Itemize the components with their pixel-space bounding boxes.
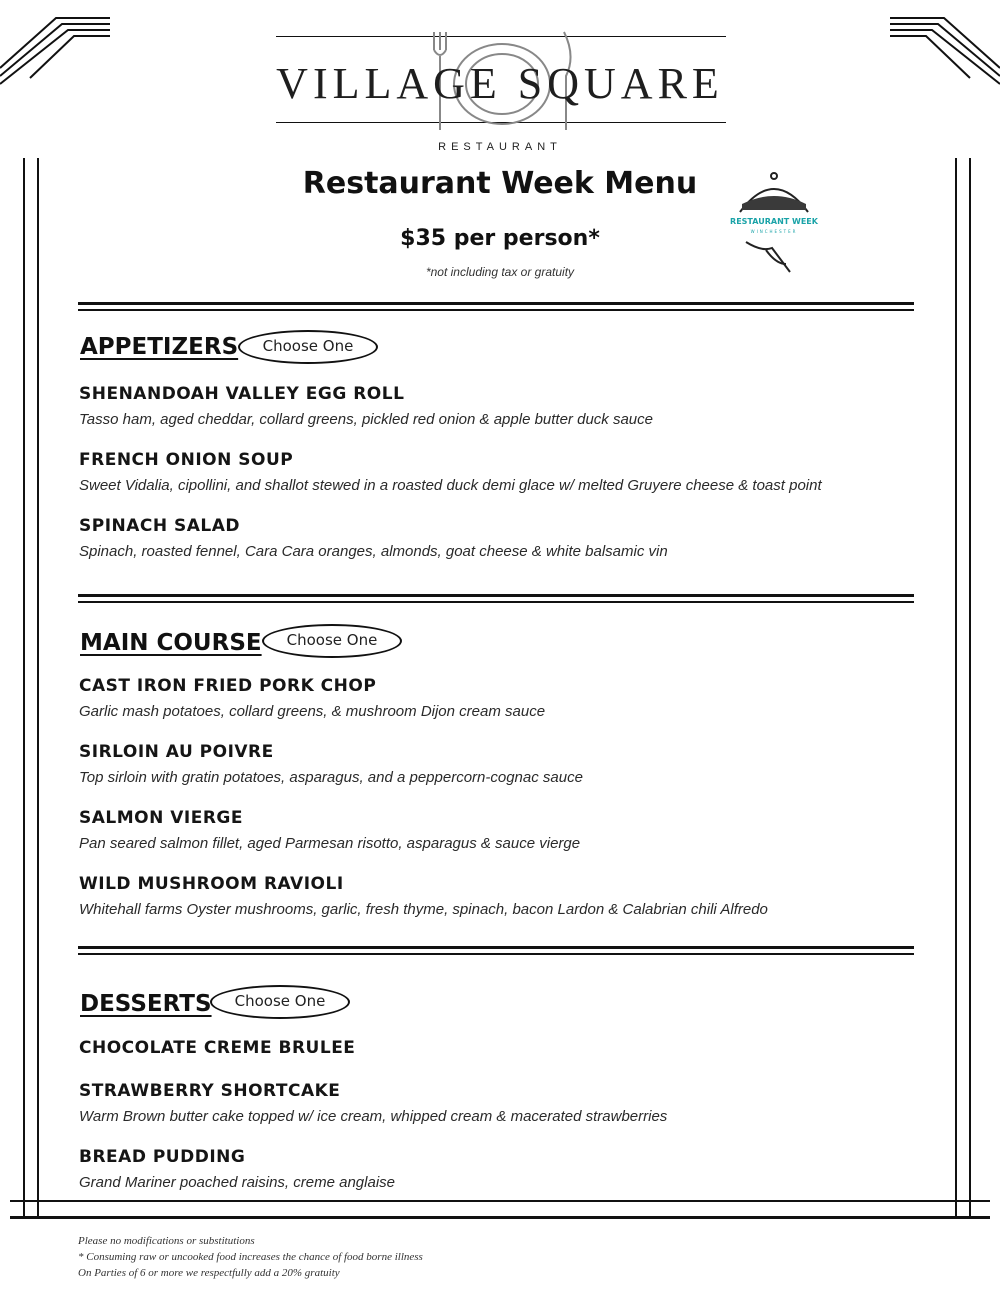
menu-item-name: SPINACH SALAD [79, 516, 241, 536]
section-heading: APPETIZERS [80, 334, 239, 360]
frame-right-inner [955, 158, 957, 1218]
menu-item-desc: Tasso ham, aged cheddar, collard greens, pickled red onion & apple butter duck sauce [79, 411, 653, 428]
footer-note: * Consuming raw or uncooked food increases the chance of food borne illness [78, 1251, 423, 1263]
frame-bottom-rule-1 [10, 1200, 990, 1202]
menu-item-desc: Spinach, roasted fennel, Cara Cara oranges, almonds, goat cheese & white balsamic vin [79, 543, 668, 560]
choose-one-badge: Choose One [238, 330, 378, 364]
menu-item-name: SALMON VIERGE [79, 808, 243, 828]
divider-2-top [78, 594, 914, 597]
badge-title: RESTAURANT WEEK [730, 217, 818, 226]
price: $35 per person* [400, 226, 600, 251]
badge-subtitle: WINCHESTER [750, 229, 798, 234]
page-title: Restaurant Week Menu [302, 166, 698, 201]
menu-item-name: FRENCH ONION SOUP [79, 450, 294, 470]
brand-subtitle: RESTAURANT [438, 141, 562, 153]
menu-item-name: SIRLOIN AU POIVRE [79, 742, 274, 762]
menu-item-name: BREAD PUDDING [79, 1147, 246, 1167]
choose-one-badge: Choose One [210, 985, 350, 1019]
divider-1-top [78, 302, 914, 305]
menu-item-name: CHOCOLATE CREME BRULEE [79, 1038, 356, 1058]
choose-one-badge: Choose One [262, 624, 402, 658]
section-heading: DESSERTS [80, 991, 212, 1017]
menu-item-desc: Sweet Vidalia, cipollini, and shallot stewed in a roasted duck demi glace w/ melted Gruyere cheese & toast point [79, 477, 822, 494]
divider-2-bottom [78, 601, 914, 603]
brand-name: VILLAGE SQUARE [276, 59, 724, 108]
divider-1-bottom [78, 309, 914, 311]
menu-item-desc: Garlic mash potatoes, collard greens, & mushroom Dijon cream sauce [79, 703, 546, 720]
frame-left-inner [37, 158, 39, 1218]
frame-right-outer [969, 158, 971, 1218]
menu-item-desc: Warm Brown butter cake topped w/ ice cream, whipped cream & macerated strawberries [79, 1108, 668, 1125]
menu-item-name: SHENANDOAH VALLEY EGG ROLL [79, 384, 405, 404]
footer-note: On Parties of 6 or more we respectfully add a 20% gratuity [78, 1267, 340, 1279]
menu-item-name: STRAWBERRY SHORTCAKE [79, 1081, 341, 1101]
divider-3-bottom [78, 953, 914, 955]
menu-item-desc: Top sirloin with gratin potatoes, asparagus, and a peppercorn-cognac sauce [79, 769, 583, 786]
price-note: *not including tax or gratuity [425, 265, 575, 279]
section-heading: MAIN COURSE [80, 630, 262, 656]
frame-bottom-rule-2 [10, 1216, 990, 1219]
divider-3-top [78, 946, 914, 949]
menu-item-desc: Pan seared salmon fillet, aged Parmesan risotto, asparagus & sauce vierge [79, 835, 581, 852]
footer-note: Please no modifications or substitutions [78, 1235, 255, 1247]
menu-item-desc: Whitehall farms Oyster mushrooms, garlic, fresh thyme, spinach, bacon Lardon & Calabrian chili Alfredo [79, 901, 768, 918]
menu-item-name: CAST IRON FRIED PORK CHOP [79, 676, 377, 696]
frame-left-outer [23, 158, 25, 1218]
menu-item-desc: Grand Mariner poached raisins, creme anglaise [79, 1174, 395, 1191]
restaurant-week-badge [732, 168, 816, 278]
menu-item-name: WILD MUSHROOM RAVIOLI [79, 874, 344, 894]
